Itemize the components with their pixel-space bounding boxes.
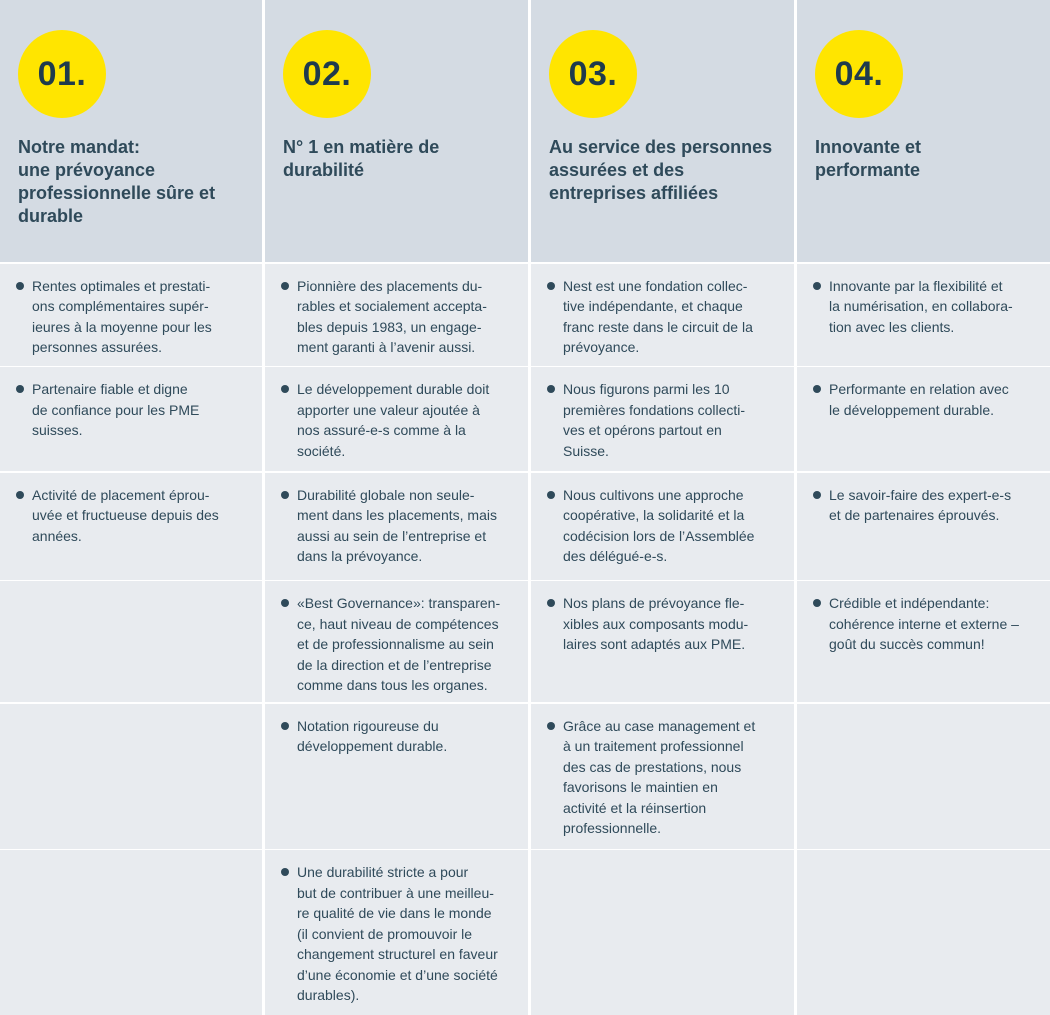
bullet-icon <box>281 599 289 607</box>
list-item <box>281 593 514 696</box>
table-cell <box>265 581 528 702</box>
list-item <box>813 276 1045 338</box>
bullet-icon <box>547 491 555 499</box>
list-item <box>813 379 1045 420</box>
list-item-text: Nest est une fondation collec- tive indépendante, et chaque franc reste dans le circuit de la prévoyance. <box>563 277 753 355</box>
bullet-icon <box>281 868 289 876</box>
table-cell-empty <box>797 704 1050 849</box>
bullet-icon <box>813 282 821 290</box>
table-cell <box>531 473 794 580</box>
list-item-text: Nos plans de prévoyance fle- xibles aux composants modu- laires sont adaptés aux PME. <box>563 595 749 652</box>
table-cell-empty <box>0 704 262 849</box>
list-item <box>281 862 514 1006</box>
list-item <box>281 379 514 461</box>
list-item <box>813 485 1045 526</box>
list-item-text: Notation rigoureuse du développement durable. <box>297 717 448 754</box>
list-item-text: «Best Governance»: transparen- ce, haut niveau de compétences et de professionnalisme au sein de la direction et de l’entreprise comme dans tous les organes. <box>297 595 501 693</box>
list-item <box>547 276 780 358</box>
table-cell <box>0 473 262 580</box>
table-cell <box>265 704 528 849</box>
table-cell <box>531 581 794 702</box>
table-cell <box>265 264 528 366</box>
list-item <box>281 276 514 358</box>
bullet-icon <box>547 722 555 730</box>
bullet-icon <box>16 491 24 499</box>
list-item-text: Le savoir-faire des expert-e-s et de partenaires éprouvés. <box>829 486 1012 523</box>
table-cell <box>797 581 1050 702</box>
bullet-icon <box>547 385 555 393</box>
list-item <box>547 716 780 839</box>
number-badge: 04. <box>815 30 903 118</box>
bullet-icon <box>813 385 821 393</box>
list-item <box>281 716 514 757</box>
bullet-icon <box>547 599 555 607</box>
table-cell <box>0 367 262 471</box>
list-item <box>813 593 1045 655</box>
list-item-text: Innovante par la flexibilité et la numérisation, en collabora- tion avec les clients. <box>829 277 1013 335</box>
list-item <box>547 593 780 655</box>
list-item-text: Durabilité globale non seule- ment dans les placements, mais aussi au sein de l’entreprise et dans la prévoyance. <box>297 486 497 564</box>
list-item <box>547 379 780 461</box>
number-badge: 01. <box>18 30 106 118</box>
column-header-4 <box>797 0 1050 262</box>
column-header-1 <box>0 0 262 262</box>
list-item-text: Une durabilité stricte a pour but de contribuer à une meilleu- re qualité de vie dans le monde (il convient de promouvoir le changement structurel en faveur d’une économie et d’une société durables). <box>297 864 498 1003</box>
list-item <box>281 485 514 567</box>
list-item <box>16 276 248 358</box>
bullet-icon <box>547 282 555 290</box>
table-cell <box>531 264 794 366</box>
list-item-text: Performante en relation avec le développement durable. <box>829 381 1009 418</box>
table-cell <box>797 367 1050 471</box>
list-item-text: Nous figurons parmi les 10 premières fondations collecti- ves et opérons partout en Suisse. <box>563 381 746 459</box>
table-cell-empty <box>0 581 262 702</box>
bullet-icon <box>813 599 821 607</box>
number-badge: 03. <box>549 30 637 118</box>
list-item-text: Nous cultivons une approche coopérative, la solidarité et la codécision lors de l’Assemblée des délégué-e-s. <box>563 486 755 564</box>
list-item-text: Grâce au case management et à un traitement professionnel des cas de prestations, nous favorisons le maintien en activité et la réinsertion professionnelle. <box>563 717 756 836</box>
table-cell <box>0 264 262 366</box>
table-cell <box>797 473 1050 580</box>
list-item-text: Partenaire fiable et digne de confiance pour les PME suisses. <box>32 381 200 438</box>
list-item-text: Crédible et indépendante: cohérence interne et externe – goût du succès commun! <box>829 595 1019 652</box>
bullet-icon <box>281 385 289 393</box>
column-title: Notre mandat: une prévoyance professionnelle sûre et durable <box>18 137 216 226</box>
column-title: Au service des personnes assurées et des entreprises affiliées <box>549 137 773 203</box>
column-header-3 <box>531 0 794 262</box>
table-cell <box>265 367 528 471</box>
list-item-text: Pionnière des placements du- rables et socialement accepta- bles depuis 1983, un engage- ment garanti à l’avenir aussi. <box>297 277 487 355</box>
bullet-icon <box>813 491 821 499</box>
table-cell-empty <box>531 850 794 1015</box>
number-badge: 02. <box>283 30 371 118</box>
column-title: Innovante et performante <box>815 137 922 180</box>
list-item <box>547 485 780 567</box>
bullet-icon <box>281 722 289 730</box>
bullet-icon <box>281 491 289 499</box>
table-cell <box>265 473 528 580</box>
column-header-2 <box>265 0 528 262</box>
table-cell <box>531 704 794 849</box>
table-cell-empty <box>0 850 262 1015</box>
table-cell-empty <box>797 850 1050 1015</box>
table-cell <box>531 367 794 471</box>
bullet-icon <box>281 282 289 290</box>
list-item-text: Activité de placement éprou- uvée et fructueuse depuis des années. <box>32 486 219 544</box>
list-item <box>16 485 248 547</box>
table-cell <box>265 850 528 1015</box>
list-item-text: Le développement durable doit apporter une valeur ajoutée à nos assuré-e-s comme à la société. <box>297 381 490 459</box>
list-item <box>16 379 248 441</box>
bullet-icon <box>16 282 24 290</box>
table-cell <box>797 264 1050 366</box>
bullet-icon <box>16 385 24 393</box>
column-title: N° 1 en matière de durabilité <box>283 137 440 180</box>
list-item-text: Rentes optimales et prestati- ons complémentaires supér- ieures à la moyenne pour les personnes assurées. <box>32 277 212 355</box>
